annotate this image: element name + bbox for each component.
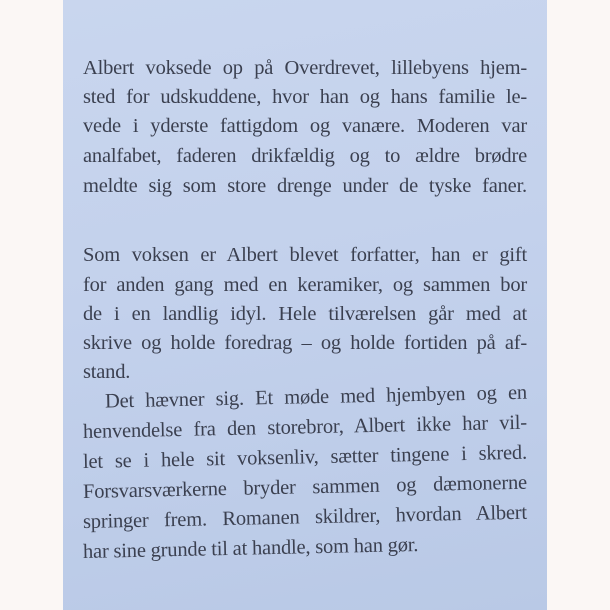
text-line: sted for udskuddene, hvor han og hans familie le- bbox=[83, 86, 527, 108]
text-line: for anden gang med en keramiker, og sammen bor bbox=[83, 274, 527, 296]
text-line: har sine grunde til at handle, som han gør. bbox=[82, 533, 419, 563]
text-line: meldte sig som store drenge under de tyske faner. bbox=[83, 175, 527, 197]
text-line: stand. bbox=[83, 361, 131, 383]
book-page bbox=[63, 0, 547, 610]
text-line: Forsvarsværkerne bryder sammen og dæmonerne bbox=[82, 471, 528, 503]
text-line: vede i yderste fattigdom og vanære. Moderen var bbox=[83, 115, 527, 137]
text-line: Det hævner sig. Et møde med hjembyen og en bbox=[104, 381, 528, 413]
text-line: Som voksen er Albert blevet forfatter, han er gift bbox=[83, 244, 527, 266]
text-line: analfabet, faderen drikfældig og to ældre brødre bbox=[83, 145, 527, 167]
text-line: Albert voksede op på Overdrevet, lillebyens hjem- bbox=[83, 57, 527, 79]
text-line: springer frem. Romanen skildrer, hvordan Albert bbox=[82, 501, 528, 533]
text-line: skrive og holde foredrag – og holde fortiden på af- bbox=[83, 332, 527, 354]
text-line: de i en landlig idyl. Hele tilværelsen går med at bbox=[83, 303, 527, 325]
text-line: henvendelse fra den storebror, Albert ikke har vil- bbox=[82, 411, 528, 443]
text-line: let se i hele sit voksenliv, sætter tingene i skred. bbox=[82, 441, 528, 473]
